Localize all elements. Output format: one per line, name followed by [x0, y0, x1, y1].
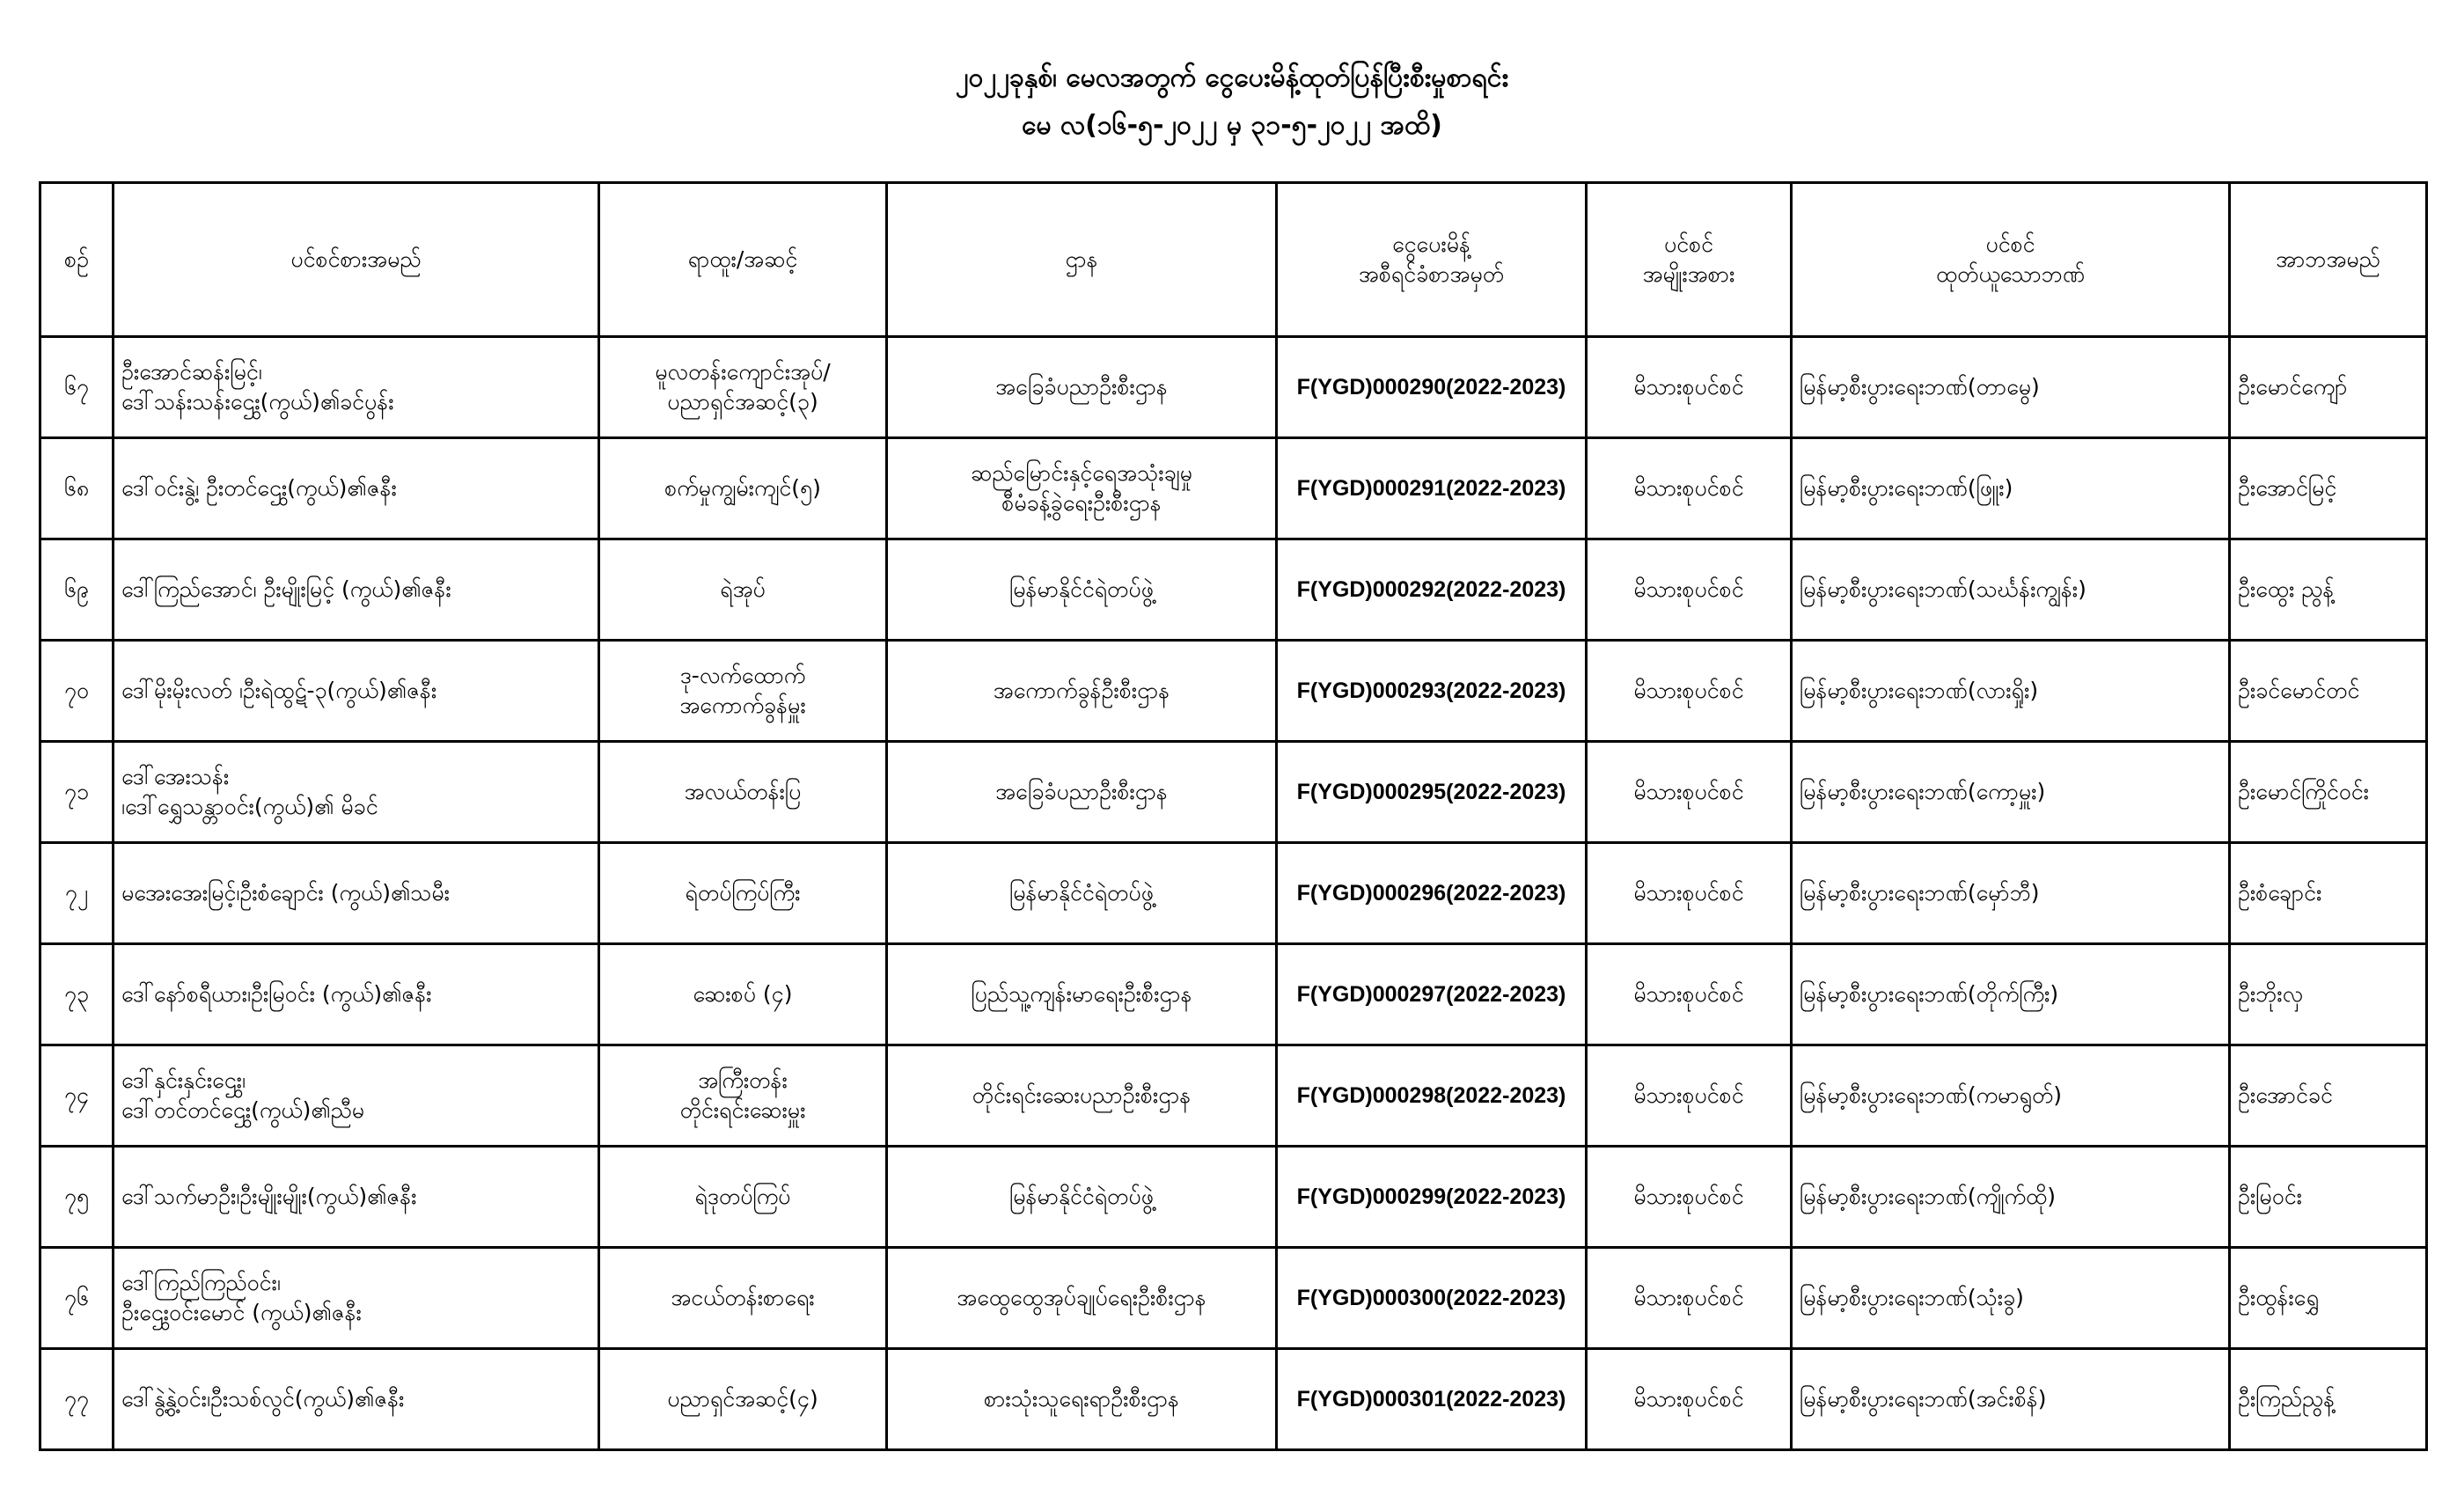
cell-name	[114, 1147, 599, 1248]
cell-department	[887, 539, 1277, 641]
cell-name-line: ဦးဌွေးဝင်းမောင် (ကွယ်)၏ဇနီး	[121, 1300, 362, 1325]
cell-rank	[599, 843, 887, 944]
cell-type: မိသားစုပင်စင်	[1587, 944, 1792, 1045]
cell-no: ၇၆	[40, 1248, 114, 1349]
cell-bank: မြန်မာ့စီးပွားရေးဘဏ်(ကျိုက်ထို)	[1792, 1147, 2230, 1248]
header-line: ရာထူး/အဆင့်	[687, 246, 798, 272]
cell-no: ၆၉	[40, 539, 114, 641]
cell-rank	[599, 1248, 887, 1349]
cell-name-line: ဒေါ်ကြည်ကြည်ဝင်း၊	[121, 1270, 281, 1295]
cell-rank-line: ရဲအုပ်	[720, 576, 766, 602]
cell-department-line: မြန်မာနိုင်ငံရဲတပ်ဖွဲ့	[1009, 1184, 1154, 1209]
cell-bank: မြန်မာ့စီးပွားရေးဘဏ်(သုံးခွ)	[1792, 1248, 2230, 1349]
table-row	[40, 539, 2427, 641]
cell-order-no: F(YGD)000295(2022-2023)	[1277, 742, 1587, 843]
cell-bank: မြန်မာ့စီးပွားရေးဘဏ်(ကမာရွတ်)	[1792, 1045, 2230, 1147]
cell-type: မိသားစုပင်စင်	[1587, 843, 1792, 944]
cell-type: မိသားစုပင်စင်	[1587, 438, 1792, 539]
cell-bank: မြန်မာ့စီးပွားရေးဘဏ်(လားရှိုး)	[1792, 641, 2230, 742]
header-order-no	[1277, 183, 1587, 337]
cell-rank	[599, 1045, 887, 1147]
cell-rank-line: တိုင်းရင်းဆေးမှူး	[679, 1097, 806, 1123]
cell-rank-line: ရဲတပ်ကြပ်ကြီး	[685, 880, 801, 906]
header-line: ငွေပေးမိန့်	[1392, 231, 1470, 257]
cell-name	[114, 1349, 599, 1450]
cell-no: ၇၇	[40, 1349, 114, 1450]
cell-bank: မြန်မာ့စီးပွားရေးဘဏ်(မှော်ဘီ)	[1792, 843, 2230, 944]
cell-bank: မြန်မာ့စီးပွားရေးဘဏ်(ဖြူး)	[1792, 438, 2230, 539]
cell-order-no: F(YGD)000292(2022-2023)	[1277, 539, 1587, 641]
cell-department	[887, 843, 1277, 944]
table-header-row	[40, 183, 2427, 337]
cell-no: ၆၈	[40, 438, 114, 539]
cell-name	[114, 438, 599, 539]
cell-department-line: ပြည်သူ့ကျန်းမာရေးဦးစီးဌာန	[971, 981, 1192, 1007]
cell-rank	[599, 1147, 887, 1248]
cell-agent: ဦးအောင်ခင်	[2230, 1045, 2427, 1147]
cell-type: မိသားစုပင်စင်	[1587, 1147, 1792, 1248]
cell-rank	[599, 438, 887, 539]
cell-rank	[599, 337, 887, 438]
title-line-1: ၂၀၂၂ခုနှစ်၊ မေလအတွက် ငွေပေးမိန့်ထုတ်ပြန်ပြီးစီးမှုစာရင်း	[955, 62, 1509, 93]
cell-no: ၇၄	[40, 1045, 114, 1147]
cell-rank-line: အကောက်ခွန်မှူး	[679, 693, 806, 718]
cell-type: မိသားစုပင်စင်	[1587, 641, 1792, 742]
table-row	[40, 641, 2427, 742]
cell-bank: မြန်မာ့စီးပွားရေးဘဏ်(ကော့မှူး)	[1792, 742, 2230, 843]
table-row	[40, 1147, 2427, 1248]
header-line: အာဘအမည်	[2276, 246, 2380, 272]
table-row	[40, 944, 2427, 1045]
cell-name	[114, 539, 599, 641]
cell-department-line: မြန်မာနိုင်ငံရဲတပ်ဖွဲ့	[1009, 576, 1154, 602]
cell-name-line: ဒေါ်နွဲ့နွဲ့ဝင်း၊ဦးသစ်လွင်(ကွယ်)၏ဇနီး	[121, 1386, 405, 1412]
pension-order-table	[39, 181, 2428, 1451]
table-row	[40, 843, 2427, 944]
cell-name-line: ဒေါ်ကြည်အောင်၊ ဦးမျိုးမြင့် (ကွယ်)၏ဇနီး	[121, 576, 451, 602]
cell-type: မိသားစုပင်စင်	[1587, 337, 1792, 438]
cell-type: မိသားစုပင်စင်	[1587, 1349, 1792, 1450]
cell-department-line: ဆည်မြောင်းနှင့်ရေအသုံးချမှု	[971, 460, 1192, 486]
header-line: ထုတ်ယူသောဘဏ်	[1935, 261, 2086, 287]
cell-department-line: စီမံခန့်ခွဲရေးဦးစီးဌာန	[1001, 490, 1162, 516]
table-row	[40, 337, 2427, 438]
header-type	[1587, 183, 1792, 337]
cell-rank-line: ဒု-လက်ထောက်	[679, 663, 806, 688]
cell-order-no: F(YGD)000291(2022-2023)	[1277, 438, 1587, 539]
cell-rank	[599, 742, 887, 843]
title-line-2: မေ လ(၁၆-၅-၂၀၂၂ မှ ၃၁-၅-၂၀၂၂ အထိ)	[1022, 110, 1442, 141]
table-body	[40, 337, 2427, 1450]
cell-agent: ဦးဘိုးလှ	[2230, 944, 2427, 1045]
cell-department	[887, 1248, 1277, 1349]
cell-agent: ဦးခင်မောင်တင်	[2230, 641, 2427, 742]
cell-order-no: F(YGD)000299(2022-2023)	[1277, 1147, 1587, 1248]
cell-agent: ဦးထွန်းရွှေ	[2230, 1248, 2427, 1349]
cell-order-no: F(YGD)000290(2022-2023)	[1277, 337, 1587, 438]
cell-department-line: အကောက်ခွန်ဦးစီးဌာန	[993, 678, 1170, 703]
cell-bank: မြန်မာ့စီးပွားရေးဘဏ်(တိုက်ကြီး)	[1792, 944, 2230, 1045]
table-row	[40, 438, 2427, 539]
cell-order-no: F(YGD)000300(2022-2023)	[1277, 1248, 1587, 1349]
header-line: ဌာန	[1065, 246, 1098, 272]
cell-type: မိသားစုပင်စင်	[1587, 1045, 1792, 1147]
cell-name	[114, 337, 599, 438]
cell-agent: ဦးအောင်မြင့်	[2230, 438, 2427, 539]
cell-order-no: F(YGD)000298(2022-2023)	[1277, 1045, 1587, 1147]
header-line: ပင်စင်	[1985, 231, 2035, 257]
cell-order-no: F(YGD)000296(2022-2023)	[1277, 843, 1587, 944]
header-rank	[599, 183, 887, 337]
cell-order-no: F(YGD)000301(2022-2023)	[1277, 1349, 1587, 1450]
cell-bank: မြန်မာ့စီးပွားရေးဘဏ်(အင်းစိန်)	[1792, 1349, 2230, 1450]
cell-rank-line: ရဲဒုတပ်ကြပ်	[694, 1184, 791, 1209]
header-line: ပင်စင်စားအမည်	[290, 246, 422, 272]
cell-rank	[599, 944, 887, 1045]
cell-name-line: မအေးအေးမြင့်၊ဦးစံချောင်း (ကွယ်)၏သမီး	[121, 880, 451, 906]
table-row	[40, 1349, 2427, 1450]
cell-no: ၆၇	[40, 337, 114, 438]
cell-department	[887, 438, 1277, 539]
cell-rank-line: စက်မှုကျွမ်းကျင်(၅)	[664, 475, 821, 501]
cell-name	[114, 843, 599, 944]
cell-name	[114, 742, 599, 843]
cell-department-line: မြန်မာနိုင်ငံရဲတပ်ဖွဲ့	[1009, 880, 1154, 906]
cell-rank-line: ပညာရှင်အဆင့်(၃)	[667, 389, 818, 414]
cell-name	[114, 641, 599, 742]
document-title	[0, 55, 2464, 150]
cell-department	[887, 1349, 1277, 1450]
cell-department	[887, 1147, 1277, 1248]
cell-name	[114, 944, 599, 1045]
table-row	[40, 1248, 2427, 1349]
cell-rank-line: အကြီးတန်း	[698, 1067, 788, 1093]
cell-department	[887, 742, 1277, 843]
cell-department-line: တိုင်းရင်းဆေးပညာဦးစီးဌာန	[972, 1082, 1192, 1108]
cell-rank-line: ပညာရှင်အဆင့်(၄)	[667, 1386, 818, 1412]
cell-name-line: ၊ဒေါ်ရွှေသန္တာဝင်း(ကွယ်)၏ မိခင်	[121, 794, 378, 819]
cell-order-no: F(YGD)000297(2022-2023)	[1277, 944, 1587, 1045]
cell-name	[114, 1248, 599, 1349]
cell-department-line: အခြေခံပညာဦးစီးဌာန	[995, 779, 1168, 804]
header-name	[114, 183, 599, 337]
cell-agent: ဦးကြည်ညွန့်	[2230, 1349, 2427, 1450]
header-bank	[1792, 183, 2230, 337]
cell-rank-line: မူလတန်းကျောင်းအုပ်/	[655, 359, 831, 385]
cell-no: ၇၂	[40, 843, 114, 944]
cell-rank-line: အလယ်တန်းပြ	[684, 779, 802, 804]
header-line: အမျိုးအစား	[1642, 261, 1735, 287]
cell-agent: ဦးထွေး ညွန့်	[2230, 539, 2427, 641]
table-row	[40, 742, 2427, 843]
cell-name	[114, 1045, 599, 1147]
cell-no: ၇၀	[40, 641, 114, 742]
cell-department-line: စားသုံးသူရေးရာဦးစီးဌာန	[984, 1386, 1179, 1412]
cell-rank	[599, 539, 887, 641]
cell-rank-line: ဆေးစပ် (၄)	[693, 981, 793, 1007]
cell-department	[887, 641, 1277, 742]
cell-name-line: ဦးအောင်ဆန်းမြင့်၊	[121, 359, 262, 385]
cell-name-line: ဒေါ်မိုးမိုးလတ် ၊ဦးရဲထွဋ်-၃(ကွယ်)၏ဇနီး	[121, 678, 437, 703]
cell-name-line: ဒေါ်နှင်းနှင်းဌွေး၊	[121, 1067, 246, 1093]
cell-bank: မြန်မာ့စီးပွားရေးဘဏ်(တာမွေ)	[1792, 337, 2230, 438]
header-line: ပင်စင်	[1663, 231, 1714, 257]
cell-name-line: ဒေါ်သက်မာဦး၊ဦးမျိုးမျိုး(ကွယ်)၏ဇနီး	[121, 1184, 417, 1209]
cell-rank-line: အငယ်တန်းစာရေး	[671, 1285, 815, 1310]
header-department	[887, 183, 1277, 337]
cell-bank: မြန်မာ့စီးပွားရေးဘဏ်(သင်္ဃန်းကျွန်း)	[1792, 539, 2230, 641]
cell-name-line: ဒေါ်သန်းသန်းဌွေး(ကွယ်)၏ခင်ပွန်း	[121, 389, 394, 414]
cell-order-no: F(YGD)000293(2022-2023)	[1277, 641, 1587, 742]
cell-type: မိသားစုပင်စင်	[1587, 742, 1792, 843]
cell-department	[887, 944, 1277, 1045]
cell-name-line: ဒေါ်နော်စရီယား၊ဦးမြဝင်း (ကွယ်)၏ဇနီး	[121, 981, 432, 1007]
cell-agent: ဦးမြဝင်း	[2230, 1147, 2427, 1248]
header-no: စဉ်	[40, 183, 114, 337]
cell-department	[887, 337, 1277, 438]
cell-no: ၇၃	[40, 944, 114, 1045]
cell-agent: ဦးမောင်ကျော်	[2230, 337, 2427, 438]
cell-rank	[599, 641, 887, 742]
cell-no: ၇၅	[40, 1147, 114, 1248]
table-row	[40, 1045, 2427, 1147]
cell-agent: ဦးမောင်ကြိုင်ဝင်း	[2230, 742, 2427, 843]
cell-name-line: ဒေါ်အေးသန်း	[121, 764, 230, 789]
cell-agent: ဦးစံချောင်း	[2230, 843, 2427, 944]
cell-name-line: ဒေါ်ဝင်းနွဲ့၊ ဦးတင်ဌွေး(ကွယ်)၏ဇနီး	[121, 475, 397, 501]
header-line: အစီရင်ခံစာအမှတ်	[1358, 261, 1505, 287]
cell-type: မိသားစုပင်စင်	[1587, 539, 1792, 641]
cell-department-line: အထွေထွေအုပ်ချုပ်ရေးဦးစီးဌာန	[957, 1285, 1206, 1310]
cell-name-line: ဒေါ်တင်တင်ဌွေး(ကွယ်)၏ညီမ	[121, 1097, 365, 1123]
cell-department-line: အခြေခံပညာဦးစီးဌာန	[995, 374, 1168, 400]
cell-no: ၇၁	[40, 742, 114, 843]
cell-type: မိသားစုပင်စင်	[1587, 1248, 1792, 1349]
cell-department	[887, 1045, 1277, 1147]
header-agent	[2230, 183, 2427, 337]
cell-rank	[599, 1349, 887, 1450]
